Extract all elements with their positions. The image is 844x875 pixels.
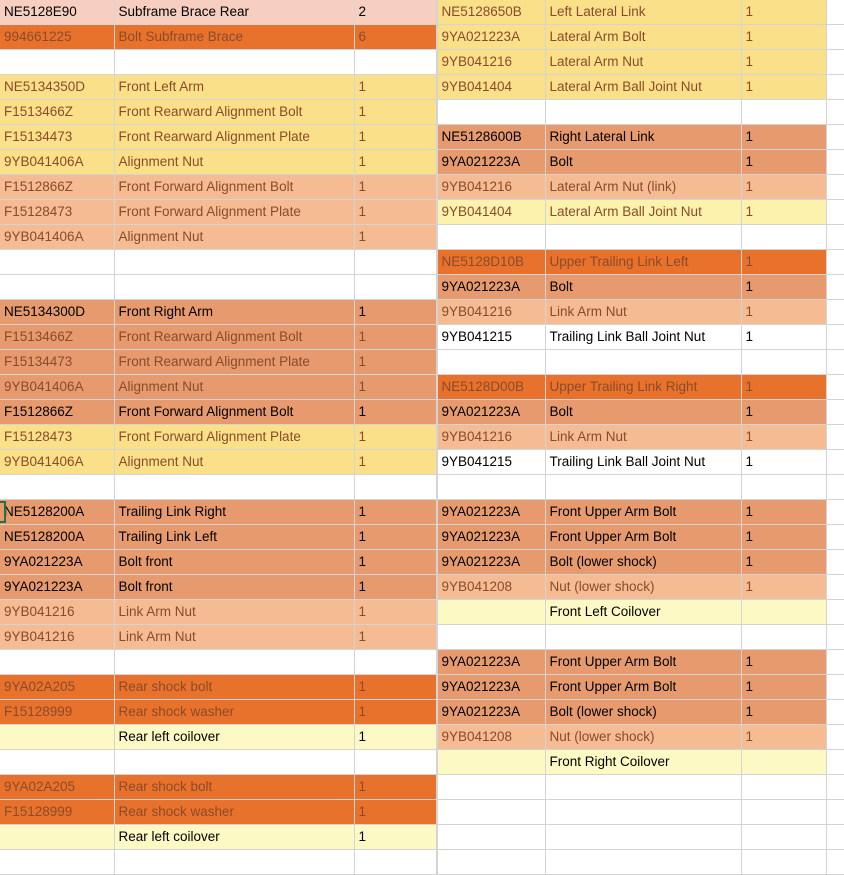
cell-description-right[interactable]: Lateral Arm Ball Joint Nut	[545, 75, 741, 100]
cell-description-right[interactable]: Front Upper Arm Bolt	[545, 525, 741, 550]
table-row[interactable]	[0, 200, 844, 225]
cell-part-number-left[interactable]: F1513466Z	[0, 100, 114, 125]
cell-part-number-right[interactable]: 9YB041216	[437, 425, 545, 450]
cell-part-number-right[interactable]: 9YA021223A	[437, 500, 545, 525]
cell-tail[interactable]	[826, 100, 844, 125]
cell-description-right[interactable]: Bolt	[545, 400, 741, 425]
table-row[interactable]	[0, 775, 844, 800]
cell-part-number-left[interactable]	[0, 475, 114, 500]
table-row[interactable]	[0, 700, 844, 725]
cell-qty-right[interactable]: 1	[741, 650, 826, 675]
cell-tail[interactable]	[826, 775, 844, 800]
table-row[interactable]	[0, 525, 844, 550]
cell-qty-right[interactable]: 1	[741, 700, 826, 725]
cell-part-number-left[interactable]	[0, 850, 114, 875]
cell-part-number-right[interactable]: NE5128600B	[437, 125, 545, 150]
cell-description-left[interactable]	[114, 250, 354, 275]
table-row[interactable]	[0, 575, 844, 600]
cell-part-number-left[interactable]: 9YB041406A	[0, 375, 114, 400]
cell-qty-left[interactable]: 1	[354, 125, 436, 150]
cell-description-right[interactable]	[545, 475, 741, 500]
cell-description-right[interactable]: Trailing Link Ball Joint Nut	[545, 450, 741, 475]
cell-qty-right[interactable]	[741, 350, 826, 375]
cell-part-number-right[interactable]	[437, 100, 545, 125]
table-row[interactable]	[0, 25, 844, 50]
table-row[interactable]	[0, 0, 844, 25]
cell-part-number-left[interactable]: F1512866Z	[0, 175, 114, 200]
cell-part-number-left[interactable]: 994661225	[0, 25, 114, 50]
cell-description-right[interactable]: Front Upper Arm Bolt	[545, 500, 741, 525]
table-row[interactable]	[0, 300, 844, 325]
table-row[interactable]	[0, 825, 844, 850]
table-row[interactable]	[0, 500, 844, 525]
cell-qty-right[interactable]: 1	[741, 425, 826, 450]
cell-description-left[interactable]: Rear shock washer	[114, 800, 354, 825]
cell-qty-right[interactable]	[741, 750, 826, 775]
cell-part-number-left[interactable]	[0, 725, 114, 750]
cell-part-number-right[interactable]: 9YA021223A	[437, 150, 545, 175]
cell-qty-left[interactable]: 1	[354, 175, 436, 200]
cell-qty-right[interactable]: 1	[741, 500, 826, 525]
cell-part-number-left[interactable]	[0, 275, 114, 300]
cell-tail[interactable]	[826, 650, 844, 675]
cell-qty-left[interactable]: 2	[354, 0, 436, 25]
cell-qty-right[interactable]: 1	[741, 275, 826, 300]
cell-qty-left[interactable]	[354, 50, 436, 75]
cell-tail[interactable]	[826, 500, 844, 525]
cell-description-left[interactable]: Trailing Link Right	[114, 500, 354, 525]
cell-tail[interactable]	[826, 825, 844, 850]
cell-description-left[interactable]: Bolt Subframe Brace	[114, 25, 354, 50]
cell-qty-left[interactable]: 1	[354, 775, 436, 800]
cell-tail[interactable]	[826, 250, 844, 275]
cell-description-right[interactable]	[545, 350, 741, 375]
cell-part-number-left[interactable]: NE5134300D	[0, 300, 114, 325]
table-row[interactable]	[0, 550, 844, 575]
cell-qty-left[interactable]: 1	[354, 150, 436, 175]
cell-part-number-left[interactable]: 9YB041216	[0, 600, 114, 625]
cell-description-left[interactable]: Rear left coilover	[114, 825, 354, 850]
cell-description-right[interactable]: Nut (lower shock)	[545, 575, 741, 600]
cell-tail[interactable]	[826, 75, 844, 100]
cell-description-left[interactable]: Rear shock bolt	[114, 775, 354, 800]
table-row[interactable]	[0, 100, 844, 125]
cell-description-right[interactable]	[545, 825, 741, 850]
cell-tail[interactable]	[826, 575, 844, 600]
cell-description-right[interactable]	[545, 850, 741, 875]
cell-part-number-right[interactable]: 9YB041215	[437, 450, 545, 475]
cell-tail[interactable]	[826, 675, 844, 700]
cell-tail[interactable]	[826, 625, 844, 650]
cell-qty-left[interactable]: 1	[354, 525, 436, 550]
cell-part-number-right[interactable]: NE5128D00B	[437, 375, 545, 400]
cell-qty-right[interactable]	[741, 100, 826, 125]
cell-qty-left[interactable]: 1	[354, 550, 436, 575]
cell-part-number-right[interactable]	[437, 800, 545, 825]
cell-part-number-right[interactable]	[437, 775, 545, 800]
cell-part-number-right[interactable]: 9YB041404	[437, 200, 545, 225]
table-row[interactable]	[0, 400, 844, 425]
cell-description-right[interactable]: Bolt (lower shock)	[545, 550, 741, 575]
cell-tail[interactable]	[826, 25, 844, 50]
cell-part-number-right[interactable]	[437, 625, 545, 650]
cell-description-right[interactable]: Bolt	[545, 150, 741, 175]
cell-part-number-right[interactable]: 9YB041216	[437, 175, 545, 200]
cell-description-left[interactable]: Front Rearward Alignment Bolt	[114, 325, 354, 350]
cell-part-number-left[interactable]: F1513466Z	[0, 325, 114, 350]
table-row[interactable]	[0, 850, 844, 875]
cell-part-number-left[interactable]: 9YB041216	[0, 625, 114, 650]
cell-description-left[interactable]: Front Forward Alignment Plate	[114, 425, 354, 450]
cell-description-left[interactable]	[114, 750, 354, 775]
cell-part-number-left[interactable]: NE5128E90	[0, 0, 114, 25]
cell-tail[interactable]	[826, 50, 844, 75]
cell-part-number-left[interactable]	[0, 250, 114, 275]
table-row[interactable]	[0, 625, 844, 650]
cell-description-left[interactable]: Rear shock bolt	[114, 675, 354, 700]
cell-qty-right[interactable]: 1	[741, 725, 826, 750]
cell-description-right[interactable]	[545, 625, 741, 650]
cell-description-right[interactable]	[545, 100, 741, 125]
cell-part-number-left[interactable]: NE5128200A	[0, 525, 114, 550]
cell-qty-right[interactable]: 1	[741, 575, 826, 600]
cell-tail[interactable]	[826, 200, 844, 225]
cell-qty-left[interactable]: 1	[354, 225, 436, 250]
cell-tail[interactable]	[826, 700, 844, 725]
cell-part-number-left[interactable]: 9YA02A205	[0, 775, 114, 800]
cell-part-number-right[interactable]: NE5128650B	[437, 0, 545, 25]
cell-tail[interactable]	[826, 300, 844, 325]
cell-description-left[interactable]: Front Right Arm	[114, 300, 354, 325]
cell-part-number-right[interactable]: 9YB041215	[437, 325, 545, 350]
cell-qty-left[interactable]: 1	[354, 75, 436, 100]
table-row[interactable]	[0, 725, 844, 750]
cell-description-right[interactable]: Lateral Arm Nut (link)	[545, 175, 741, 200]
cell-description-left[interactable]: Rear left coilover	[114, 725, 354, 750]
cell-qty-left[interactable]: 1	[354, 450, 436, 475]
cell-description-right[interactable]: Lateral Arm Nut	[545, 50, 741, 75]
cell-part-number-right[interactable]: 9YA021223A	[437, 650, 545, 675]
cell-qty-right[interactable]	[741, 775, 826, 800]
table-row[interactable]	[0, 475, 844, 500]
cell-description-left[interactable]: Alignment Nut	[114, 375, 354, 400]
cell-description-left[interactable]: Front Forward Alignment Bolt	[114, 175, 354, 200]
cell-tail[interactable]	[826, 175, 844, 200]
cell-qty-left[interactable]: 1	[354, 425, 436, 450]
cell-description-left[interactable]	[114, 275, 354, 300]
cell-tail[interactable]	[826, 225, 844, 250]
cell-part-number-left[interactable]: F15134473	[0, 350, 114, 375]
cell-part-number-left[interactable]	[0, 825, 114, 850]
cell-part-number-right[interactable]: 9YA021223A	[437, 275, 545, 300]
cell-qty-right[interactable]	[741, 225, 826, 250]
cell-qty-left[interactable]: 1	[354, 675, 436, 700]
cell-qty-right[interactable]: 1	[741, 25, 826, 50]
table-row[interactable]	[0, 275, 844, 300]
cell-part-number-right[interactable]: 9YB041208	[437, 575, 545, 600]
cell-qty-right[interactable]	[741, 475, 826, 500]
cell-description-left[interactable]: Link Arm Nut	[114, 625, 354, 650]
table-row[interactable]	[0, 250, 844, 275]
cell-qty-left[interactable]	[354, 850, 436, 875]
cell-description-right[interactable]: Upper Trailing Link Right	[545, 375, 741, 400]
cell-part-number-right[interactable]	[437, 750, 545, 775]
cell-description-right[interactable]: Trailing Link Ball Joint Nut	[545, 325, 741, 350]
cell-qty-left[interactable]: 1	[354, 375, 436, 400]
cell-qty-right[interactable]: 1	[741, 0, 826, 25]
cell-description-left[interactable]: Bolt front	[114, 575, 354, 600]
cell-qty-left[interactable]: 1	[354, 575, 436, 600]
cell-tail[interactable]	[826, 550, 844, 575]
cell-tail[interactable]	[826, 125, 844, 150]
cell-qty-right[interactable]: 1	[741, 125, 826, 150]
cell-qty-right[interactable]: 1	[741, 75, 826, 100]
cell-qty-left[interactable]: 1	[354, 325, 436, 350]
cell-part-number-left[interactable]: 9YB041406A	[0, 450, 114, 475]
table-row[interactable]	[0, 225, 844, 250]
cell-cursor-marker	[0, 501, 6, 523]
cell-part-number-left[interactable]: F15128473	[0, 425, 114, 450]
cell-description-left[interactable]: Alignment Nut	[114, 150, 354, 175]
cell-part-number-right[interactable]	[437, 350, 545, 375]
cell-qty-left[interactable]: 1	[354, 700, 436, 725]
cell-part-number-right[interactable]: NE5128D10B	[437, 250, 545, 275]
cell-qty-left[interactable]: 1	[354, 800, 436, 825]
cell-description-right[interactable]: Bolt (lower shock)	[545, 700, 741, 725]
cell-tail[interactable]	[826, 850, 844, 875]
cell-qty-right[interactable]	[741, 600, 826, 625]
cell-qty-left[interactable]	[354, 750, 436, 775]
cell-tail[interactable]	[826, 325, 844, 350]
table-row[interactable]	[0, 350, 844, 375]
cell-qty-left[interactable]: 1	[354, 100, 436, 125]
cell-qty-right[interactable]: 1	[741, 400, 826, 425]
cell-description-left[interactable]	[114, 650, 354, 675]
cell-description-left[interactable]	[114, 50, 354, 75]
cell-description-right[interactable]: Front Upper Arm Bolt	[545, 675, 741, 700]
cell-description-left[interactable]: Alignment Nut	[114, 225, 354, 250]
cell-tail[interactable]	[826, 450, 844, 475]
cell-description-left[interactable]: Front Forward Alignment Bolt	[114, 400, 354, 425]
cell-qty-left[interactable]	[354, 275, 436, 300]
cell-part-number-left[interactable]: F15128999	[0, 700, 114, 725]
cell-description-right[interactable]: Bolt	[545, 275, 741, 300]
cell-part-number-left[interactable]: NE5134350D	[0, 75, 114, 100]
cell-description-left[interactable]: Subframe Brace Rear	[114, 0, 354, 25]
cell-part-number-right[interactable]	[437, 475, 545, 500]
cell-qty-left[interactable]: 1	[354, 350, 436, 375]
cell-qty-right[interactable]: 1	[741, 175, 826, 200]
cell-description-right[interactable]: Front Upper Arm Bolt	[545, 650, 741, 675]
cell-description-right[interactable]: Front Right Coilover	[545, 750, 741, 775]
cell-description-right[interactable]: Lateral Arm Ball Joint Nut	[545, 200, 741, 225]
cell-qty-right[interactable]: 1	[741, 150, 826, 175]
cell-part-number-left[interactable]: 9YA02A205	[0, 675, 114, 700]
cell-qty-left[interactable]: 1	[354, 600, 436, 625]
table-row[interactable]	[0, 125, 844, 150]
cell-description-left[interactable]: Front Rearward Alignment Plate	[114, 350, 354, 375]
cell-description-right[interactable]: Left Lateral Link	[545, 0, 741, 25]
cell-part-number-left[interactable]: F15134473	[0, 125, 114, 150]
cell-description-right[interactable]: Upper Trailing Link Left	[545, 250, 741, 275]
cell-part-number-right[interactable]	[437, 850, 545, 875]
cell-part-number-left[interactable]	[0, 750, 114, 775]
table-row[interactable]	[0, 150, 844, 175]
cell-qty-right[interactable]: 1	[741, 250, 826, 275]
table-row[interactable]	[0, 50, 844, 75]
cell-tail[interactable]	[826, 725, 844, 750]
cell-tail[interactable]	[826, 475, 844, 500]
cell-qty-left[interactable]: 1	[354, 400, 436, 425]
cell-description-right[interactable]: Nut (lower shock)	[545, 725, 741, 750]
cell-qty-left[interactable]: 6	[354, 25, 436, 50]
cell-qty-left[interactable]	[354, 475, 436, 500]
table-row[interactable]	[0, 750, 844, 775]
cell-qty-right[interactable]: 1	[741, 550, 826, 575]
cell-description-left[interactable]: Rear shock washer	[114, 700, 354, 725]
cell-part-number-right[interactable]	[437, 225, 545, 250]
cell-tail[interactable]	[826, 425, 844, 450]
cell-tail[interactable]	[826, 600, 844, 625]
cell-part-number-left[interactable]: NE5128200A	[0, 500, 114, 525]
cell-qty-right[interactable]: 1	[741, 300, 826, 325]
cell-description-left[interactable]: Front Rearward Alignment Bolt	[114, 100, 354, 125]
cell-description-right[interactable]: Right Lateral Link	[545, 125, 741, 150]
cell-qty-right[interactable]: 1	[741, 200, 826, 225]
cell-part-number-right[interactable]: 9YB041216	[437, 50, 545, 75]
table-row[interactable]	[0, 650, 844, 675]
cell-part-number-right[interactable]	[437, 600, 545, 625]
cell-tail[interactable]	[826, 750, 844, 775]
cell-part-number-left[interactable]: F15128473	[0, 200, 114, 225]
cell-description-left[interactable]: Front Rearward Alignment Plate	[114, 125, 354, 150]
cell-qty-right[interactable]: 1	[741, 675, 826, 700]
table-row[interactable]	[0, 375, 844, 400]
cell-qty-right[interactable]: 1	[741, 325, 826, 350]
table-row[interactable]	[0, 425, 844, 450]
cell-tail[interactable]	[826, 800, 844, 825]
cell-part-number-left[interactable]	[0, 50, 114, 75]
cell-qty-left[interactable]: 1	[354, 200, 436, 225]
table-row[interactable]	[0, 175, 844, 200]
cell-description-left[interactable]: Front Left Arm	[114, 75, 354, 100]
cell-qty-right[interactable]: 1	[741, 450, 826, 475]
cell-description-left[interactable]: Link Arm Nut	[114, 600, 354, 625]
cell-qty-left[interactable]: 1	[354, 300, 436, 325]
cell-part-number-right[interactable]: 9YB041404	[437, 75, 545, 100]
cell-description-left[interactable]: Front Forward Alignment Plate	[114, 200, 354, 225]
cell-tail[interactable]	[826, 150, 844, 175]
table-row[interactable]	[0, 450, 844, 475]
cell-tail[interactable]	[826, 0, 844, 25]
cell-description-right[interactable]: Link Arm Nut	[545, 300, 741, 325]
cell-part-number-left[interactable]: 9YB041406A	[0, 150, 114, 175]
cell-part-number-left[interactable]: 9YA021223A	[0, 575, 114, 600]
cell-tail[interactable]	[826, 375, 844, 400]
cell-part-number-right[interactable]: 9YA021223A	[437, 525, 545, 550]
cell-part-number-right[interactable]: 9YA021223A	[437, 25, 545, 50]
cell-qty-right[interactable]	[741, 825, 826, 850]
cell-qty-right[interactable]	[741, 850, 826, 875]
cell-part-number-right[interactable]: 9YA021223A	[437, 400, 545, 425]
cell-description-right[interactable]	[545, 775, 741, 800]
cell-description-right[interactable]: Front Left Coilover	[545, 600, 741, 625]
cell-qty-left[interactable]	[354, 650, 436, 675]
cell-description-left[interactable]	[114, 475, 354, 500]
cell-part-number-right[interactable]: 9YA021223A	[437, 700, 545, 725]
cell-qty-right[interactable]: 1	[741, 50, 826, 75]
cell-part-number-right[interactable]: 9YA021223A	[437, 675, 545, 700]
cell-part-number-right[interactable]: 9YA021223A	[437, 550, 545, 575]
cell-qty-left[interactable]: 1	[354, 625, 436, 650]
table-row[interactable]	[0, 600, 844, 625]
table-row[interactable]	[0, 675, 844, 700]
cell-part-number-left[interactable]: 9YA021223A	[0, 550, 114, 575]
cell-tail[interactable]	[826, 525, 844, 550]
cell-description-left[interactable]: Bolt front	[114, 550, 354, 575]
cell-part-number-left[interactable]: F15128999	[0, 800, 114, 825]
cell-part-number-right[interactable]	[437, 825, 545, 850]
cell-qty-left[interactable]	[354, 250, 436, 275]
cell-tail[interactable]	[826, 275, 844, 300]
cell-qty-right[interactable]: 1	[741, 375, 826, 400]
cell-qty-left[interactable]: 1	[354, 825, 436, 850]
cell-description-right[interactable]	[545, 225, 741, 250]
cell-tail[interactable]	[826, 400, 844, 425]
cell-qty-right[interactable]	[741, 800, 826, 825]
cell-qty-right[interactable]	[741, 625, 826, 650]
cell-description-left[interactable]	[114, 850, 354, 875]
cell-tail[interactable]	[826, 350, 844, 375]
cell-description-left[interactable]: Alignment Nut	[114, 450, 354, 475]
cell-description-right[interactable]: Link Arm Nut	[545, 425, 741, 450]
cell-part-number-right[interactable]: 9YB041208	[437, 725, 545, 750]
cell-qty-left[interactable]: 1	[354, 500, 436, 525]
table-row[interactable]	[0, 75, 844, 100]
cell-part-number-left[interactable]: F1512866Z	[0, 400, 114, 425]
table-row[interactable]	[0, 800, 844, 825]
cell-qty-right[interactable]: 1	[741, 525, 826, 550]
cell-part-number-right[interactable]: 9YB041216	[437, 300, 545, 325]
cell-part-number-left[interactable]	[0, 650, 114, 675]
cell-qty-left[interactable]: 1	[354, 725, 436, 750]
table-row[interactable]	[0, 325, 844, 350]
cell-part-number-left[interactable]: 9YB041406A	[0, 225, 114, 250]
cell-description-right[interactable]: Lateral Arm Bolt	[545, 25, 741, 50]
cell-description-left[interactable]: Trailing Link Left	[114, 525, 354, 550]
cell-description-right[interactable]	[545, 800, 741, 825]
